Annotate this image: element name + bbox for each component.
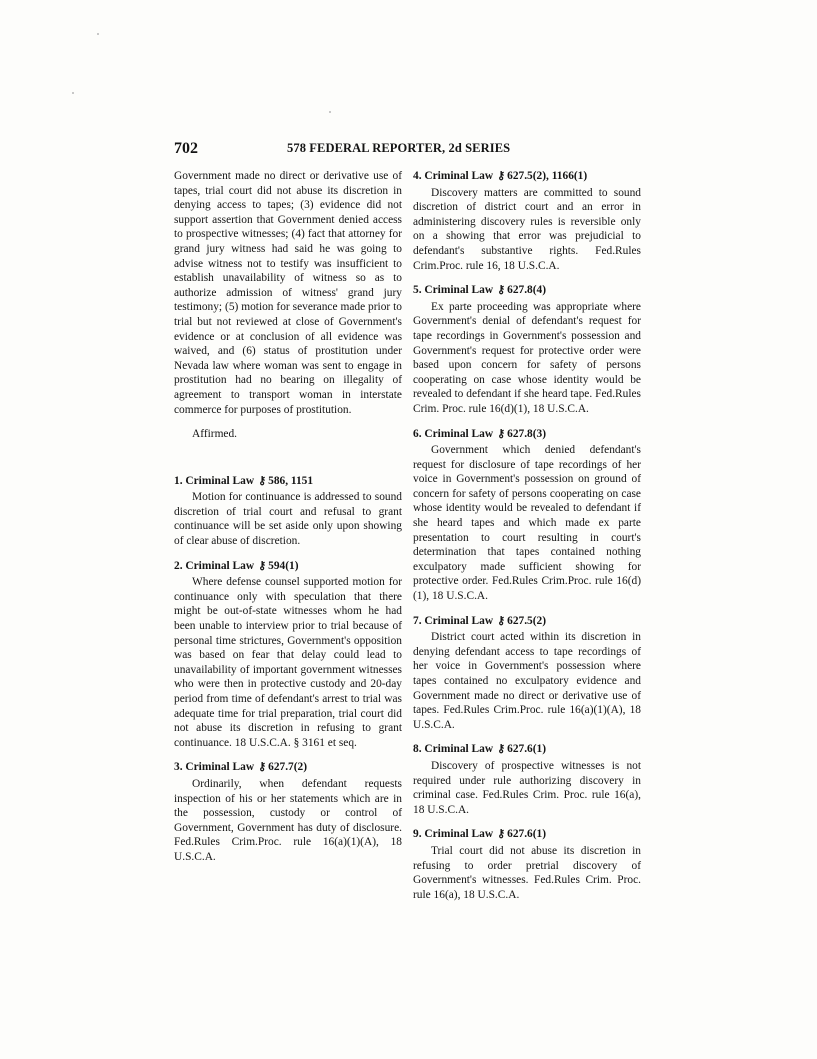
headnote-text: Where defense counsel supported motion for continuance only with speculation that there might be out-of-state witnesses whom he had been unable to interview prior to trial because of personal time strictures, Government's opposition was based on fear that delay could lead to unavailability of important government witnesses who were then in protective custody and 20-day period from time of defendant's arrest to trial was adequate time for trial preparation, trial court did not abuse its discretion in refusing to grant continuance. 18 U.S.C.A. § 3161 et seq. <box>174 576 402 749</box>
key-number-icon: ⚷ <box>497 427 506 440</box>
key-number-icon: ⚷ <box>497 828 506 841</box>
headnote-key-number: 627.5(2) <box>507 614 547 627</box>
headnote-key-number: 627.6(1) <box>507 828 547 841</box>
headnote-key-number: 627.8(4) <box>507 284 547 297</box>
headnote-label: 4. Criminal Law <box>413 170 494 182</box>
headnote-title <box>174 559 402 574</box>
scan-speck <box>72 92 74 94</box>
headnote-key-number: 627.8(3) <box>507 427 547 440</box>
key-number-icon: ⚷ <box>497 743 506 756</box>
headnote-text: Trial court did not abuse its discretion in refusing to order pretrial discovery of Government's witnesses. Fed.Rules Crim. Proc. rule 16(a), 18 U.S.C.A. <box>413 844 641 901</box>
headnote-3 <box>174 760 402 864</box>
section-gap <box>174 442 402 464</box>
page-number: 702 <box>174 140 198 157</box>
key-number-icon: ⚷ <box>258 559 267 572</box>
summary-paragraph: Government made no direct or derivative use of tapes, trial court did not abuse its discretion in denying access to tapes; (3) evidence did not support assertion that Government denied access to prospective witnesses; (4) fact that attorney for grand jury witness had said he was going to advise witness not to testify was insufficient to establish unavailability of witness so as to authorize admission of witness' grand jury testimony; (5) motion for severance made prior to trial but not reviewed at close of Government's evidence or at conclusion of all evidence was waived, and (6) status of prostitution under Nevada law where woman was sent to engage in prostitution had no bearing on illegality of agreement to transport woman in interstate commerce for purposes of prostitution. <box>174 170 402 416</box>
headnote-label: 7. Criminal Law <box>413 614 494 627</box>
headnote-9 <box>413 827 641 902</box>
headnote-7 <box>413 614 641 733</box>
headnote-text: Discovery of prospective witnesses is not required under rule authorizing discovery in criminal case. Fed.Rules Crim. Proc. rule 16(a), 18 U.S.C.A. <box>413 759 641 816</box>
disposition: Affirmed. <box>192 428 238 441</box>
headnote-title <box>413 827 641 842</box>
key-number-icon: ⚷ <box>497 614 506 627</box>
headnote-label: 8. Criminal Law <box>413 743 494 756</box>
scan-speck <box>97 33 99 35</box>
headnote-key-number: 594(1) <box>268 559 299 572</box>
headnote-6 <box>413 427 641 604</box>
headnote-text: Ex parte proceeding was appropriate where Government's denial of defendant's request for tape recordings in Government's possession and Government's request for protective order were based upon concern for safety of persons cooperating on case whose identity would be revealed to defendant if she heard tape. Fed.Rules Crim. Proc. rule 16(d)(1), 18 U.S.C.A. <box>413 300 641 415</box>
headnote-label: 2. Criminal Law <box>174 559 255 572</box>
headnote-text: District court acted within its discretion in denying defendant access to tape recordings of her voice in Government's possession where tapes contained no exculpatory evidence and Government made no direct or derivative use of tapes. Fed.Rules Crim.Proc. rule 16(a)(1)(A), 18 U.S.C.A. <box>413 631 641 731</box>
headnote-title <box>413 742 641 757</box>
headnote-8 <box>413 742 641 817</box>
headnote-title <box>413 169 641 184</box>
running-head: 578 FEDERAL REPORTER, 2d SERIES <box>287 141 511 155</box>
headnote-title <box>413 427 641 442</box>
headnote-5 <box>413 283 641 416</box>
key-number-icon: ⚷ <box>497 170 506 182</box>
headnote-title <box>413 614 641 629</box>
headnote-text: Ordinarily, when defendant requests inspection of his or her statements which are in the possession, custody or control of Government, Government has duty of disclosure. Fed.Rules Crim.Proc. rule 16(a)(1)(A), 18 U.S.C.A. <box>174 777 402 863</box>
headnote-text: Motion for continuance is addressed to sound discretion of trial court and refusal to grant continuance will be set aside only upon showing of clear abuse of discretion. <box>174 491 402 548</box>
headnote-text: Discovery matters are committed to sound discretion of district court and an error in administering discovery rules is reversible only on a showing that error was prejudicial to defendant's substantive rights. Fed.Rules Crim.Proc. rule 16, 18 U.S.C.A. <box>413 186 641 272</box>
headnote-label: 9. Criminal Law <box>413 828 494 841</box>
headnote-4 <box>413 169 641 273</box>
headnote-2 <box>174 559 402 751</box>
headnote-text: Government which denied defendant's request for disclosure of tape recordings of her voice in Government's possession on ground of concern for safety of persons cooperating on case whose identity would be revealed to defendant if she heard tapes and which made ex parte presentation to court resulting in court's determination that tapes contained nothing exculpatory made sufficient showing for protective order. Fed.Rules Crim.Proc. rule 16(d)(1), 18 U.S.C.A. <box>413 444 641 603</box>
key-number-icon: ⚷ <box>497 284 506 297</box>
headnote-label: 5. Criminal Law <box>413 284 494 297</box>
headnote-label: 6. Criminal Law <box>413 427 494 440</box>
headnote-title <box>174 760 402 775</box>
scan-speck <box>329 111 331 113</box>
headnote-1 <box>174 474 402 549</box>
page-header <box>174 140 641 160</box>
right-column <box>413 169 641 902</box>
headnote-key-number: 627.5(2), 1166(1) <box>507 170 588 182</box>
headnote-label: 3. Criminal Law <box>174 761 255 774</box>
headnote-title <box>413 283 641 298</box>
headnote-key-number: 627.7(2) <box>268 761 308 774</box>
key-number-icon: ⚷ <box>258 474 267 487</box>
headnote-title <box>174 474 402 489</box>
left-column <box>174 169 402 865</box>
headnote-label: 1. Criminal Law <box>174 474 255 487</box>
headnote-key-number: 586, 1151 <box>268 474 314 487</box>
headnote-key-number: 627.6(1) <box>507 743 547 756</box>
key-number-icon: ⚷ <box>258 761 267 774</box>
